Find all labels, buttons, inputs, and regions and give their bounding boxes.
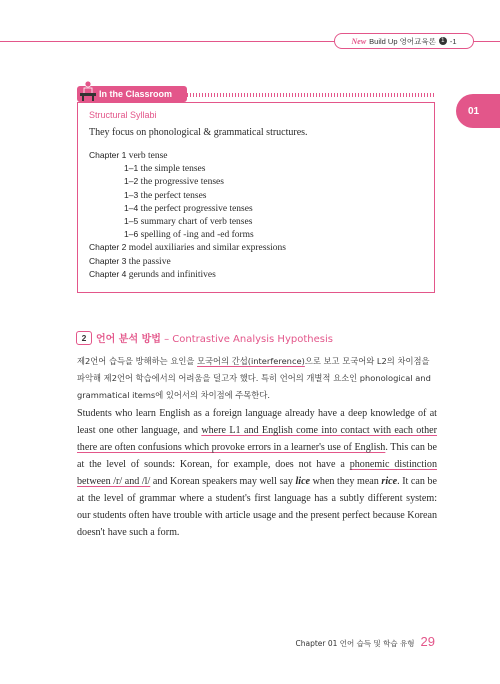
classroom-tab: In the Classroom xyxy=(77,86,187,102)
underlined-phrase: where L1 and English come into contact with each other there are often confusions which provoke errors in a learner's use of English xyxy=(77,425,438,453)
classroom-desk-icon xyxy=(78,80,98,102)
outline-row: 1–4 the perfect progressive tenses xyxy=(124,202,253,214)
underlined-phrase: 모국어의 간섭(interference) xyxy=(197,356,305,366)
korean-paragraph: 제2언어 습득을 방해하는 요인을 모국어의 간섭(interference)으로 보고 모국어와 L2의 차이점을 파악해 제2언어 학습에서의 어려움을 덜고자 했다. 특히 언어의 개별적 요소인 phonological and grammatical items에 있어서의 차이점에 주목한다. xyxy=(77,356,431,400)
chapter-tab: 01 xyxy=(456,94,500,128)
emphasis-rice: rice xyxy=(381,476,398,487)
footer-chapter: Chapter 01 언어 습득 및 학습 유형 xyxy=(295,639,415,648)
outline-row: 1–3 the perfect tenses xyxy=(124,189,207,201)
page-footer xyxy=(285,634,435,649)
volume-number-badge: 1 xyxy=(439,37,447,45)
english-paragraph: Students who learn English as a foreign language already have a deep knowledge of at least one other language, and where L1 and English come into contact with each other there are often confusions which provoke errors in a learner's use of English. This can be at the level of sounds: Korean, for example, does not have a phonemic distinction between /r/ and /l/ and Korean speakers may well say lice when they mean rice. It can be at the level of grammar where a student's first language has a subtly different system: our students often have trouble with article usage and the present perfect because Korean doesn't have such a form. xyxy=(77,408,438,538)
series-new-label: New xyxy=(351,36,367,46)
outline-row: 1–6 spelling of -ing and -ed forms xyxy=(124,229,254,241)
outline-row: Chapter 4 gerunds and infinitives xyxy=(89,268,216,280)
page-number: 29 xyxy=(420,634,435,649)
underlined-phrase: phonemic distinction between /r/ and /l/ xyxy=(77,459,437,487)
outline-row: Chapter 3 the passive xyxy=(89,255,171,267)
emphasis-lice: lice xyxy=(295,476,311,487)
outline-row: Chapter 1 verb tense xyxy=(89,150,168,161)
outline-row: 1–5 summary chart of verb tenses xyxy=(124,215,253,227)
volume-suffix: -1 xyxy=(449,36,457,46)
section-number-badge: 2 xyxy=(76,331,92,345)
section-title-ko: 언어 분석 방법 xyxy=(96,334,161,345)
box-intro: They focus on phonological & grammatical structures. xyxy=(89,127,308,138)
section-title-en: – Contrastive Analysis Hypothesis xyxy=(160,334,333,345)
series-name: Build Up 영어교육론 xyxy=(369,36,436,46)
classroom-dotted-rule xyxy=(187,93,435,97)
outline-row: 1–1 the simple tenses xyxy=(124,163,206,175)
outline-row: Chapter 2 model auxiliaries and similar expressions xyxy=(89,242,286,254)
outline-row: 1–2 the progressive tenses xyxy=(124,176,224,188)
section-title xyxy=(96,330,333,345)
running-header xyxy=(334,33,474,49)
syllabus-outline xyxy=(89,149,286,281)
box-subtitle: Structural Syllabi xyxy=(89,110,157,120)
